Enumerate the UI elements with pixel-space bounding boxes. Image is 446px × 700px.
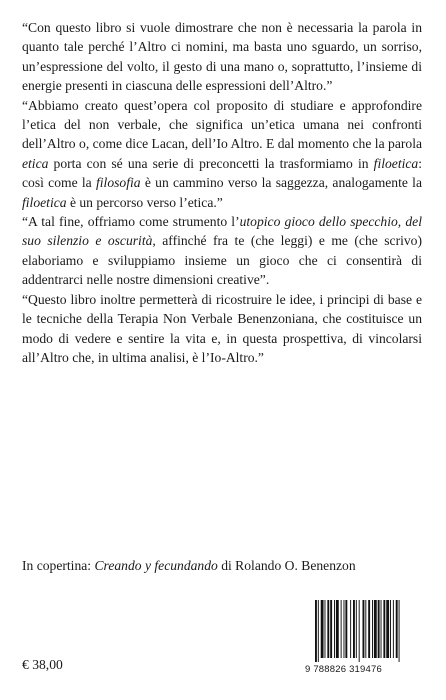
emphasis-filosofia: filosofia	[95, 175, 141, 191]
barcode-bar	[359, 600, 360, 662]
barcode-bar	[363, 600, 365, 658]
barcode-bar	[378, 600, 380, 658]
barcode-bar	[383, 600, 385, 658]
barcode-digits: 9 788826 319476	[305, 664, 382, 675]
barcode-bar	[321, 600, 324, 658]
price-label: € 38,00	[22, 657, 63, 672]
blurb-paragraph-1: “Con questo libro si vuole dimostrare che non è necessaria la parola in quanto tale perché l’Altro ci nomini, ma basta uno sguardo, un sorriso, un’espressione del volto, il gesto di una mano o, soprattutto, l’insieme di energie presenti in ciascuna delle espressioni dell’Altro.”	[22, 20, 422, 94]
barcode-bar	[350, 600, 351, 658]
barcode-bar	[353, 600, 355, 658]
isbn-barcode	[305, 600, 425, 680]
barcode-bar	[336, 600, 339, 658]
barcode-bar	[365, 600, 366, 658]
blurb-paragraph-3: “A tal fine, offriamo come strumento l’utopico gioco dello specchio, del suo silenzio e oscurità, affinché fra te (che leggi) e me (che scrivo) elaboriamo e sviluppiamo insieme un gioco che ci consentirà di addentrarci nelle nostre dimensioni creative”.	[22, 214, 422, 288]
barcode-bar	[344, 600, 345, 658]
barcode-bar	[341, 600, 342, 658]
emphasis-gioco-specchio: utopico gioco dello specchio, del suo silenzio e oscurità	[22, 214, 422, 249]
barcode-bar	[381, 600, 382, 658]
emphasis-filoetica: filoetica	[373, 155, 419, 171]
barcode-bar	[386, 600, 389, 658]
barcode-bar	[368, 600, 370, 658]
barcode-bar	[356, 600, 357, 658]
barcode-bar	[325, 600, 326, 658]
barcode-bar	[334, 600, 335, 658]
blurb-text	[22, 18, 422, 367]
barcode-bar	[393, 600, 394, 658]
blurb-paragraph-2: “Abbiamo creato quest’opera col proposito di studiare e approfondire l’etica del non verbale, che significa un’etica umana nei confronti dell’Altro o, come dice Lacan, dell’Io Altro. E dal momento che la parola etica porta con sé una serie di preconcetti la trasformiamo in filoetica: così come la filosofia è un cammino verso la saggezza, analogamente la filoetica è un percorso verso l’etica.”	[22, 97, 422, 210]
emphasis-etica: etica	[22, 155, 49, 171]
cover-credit: In copertina: Creando y fecundando di Rolando O. Benenzon	[22, 558, 356, 573]
barcode-bar	[327, 600, 329, 658]
barcode-bar	[315, 600, 317, 662]
emphasis-filoetica-2: filoetica	[22, 194, 67, 210]
cover-artwork-title: Creando y fecundando	[94, 558, 218, 573]
blurb-paragraph-4: “Questo libro inoltre permetterà di ricostruire le idee, i principi di base e le tecniche della Terapia Non Verbale Benenzoniana, che costituisce un modo di vedere e sentire la vita e, in questa prospettiva, di vincolarsi all’Altro che, in ultima analisi, è l’Io-Altro.”	[22, 291, 422, 365]
barcode-bars	[305, 600, 425, 664]
barcode-bar	[374, 600, 377, 658]
barcode-bar	[396, 600, 398, 658]
barcode-bar	[318, 600, 319, 662]
barcode-bar	[372, 600, 373, 658]
barcode-bar	[345, 600, 347, 658]
barcode-bar	[330, 600, 332, 658]
barcode-bar	[390, 600, 391, 658]
barcode-bar	[399, 600, 400, 662]
